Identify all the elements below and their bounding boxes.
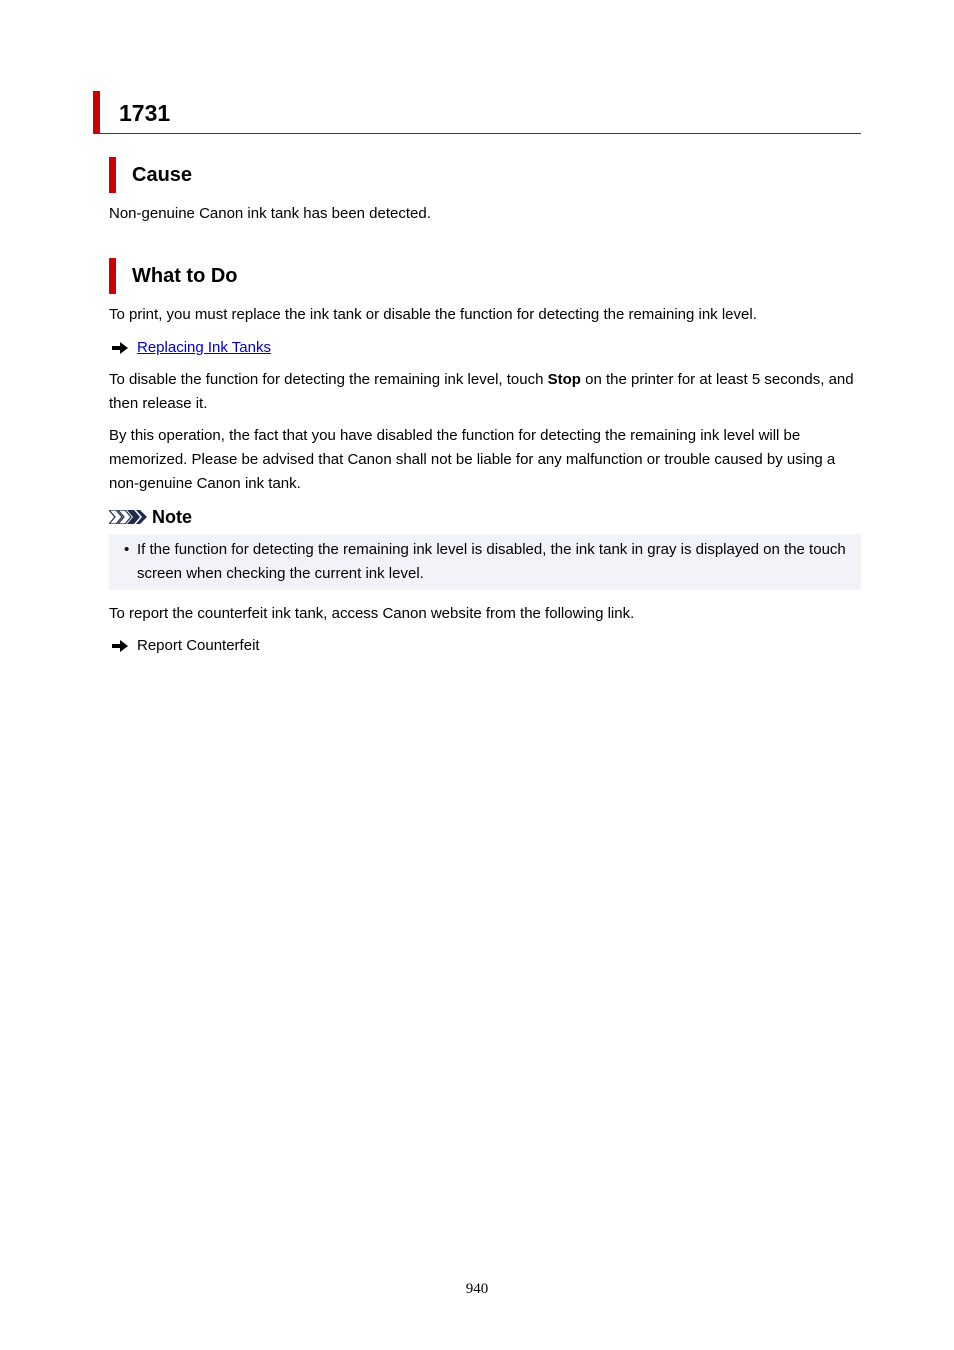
replacing-ink-tanks-link[interactable]: Replacing Ink Tanks [137, 339, 271, 356]
arrow-right-icon [112, 342, 128, 354]
page-title: 1731 [119, 100, 171, 126]
cause-title: Cause [132, 164, 193, 186]
note-box [109, 534, 861, 590]
note-heading [109, 506, 309, 528]
disable-text-end: on the printer for at least 5 seconds, and then release it. [109, 371, 854, 412]
what-to-do-title: What to Do [132, 265, 238, 287]
stop-keyword: Stop [547, 371, 581, 388]
cause-text: Non-genuine Canon ink tank has been detected. [109, 205, 431, 222]
what-to-do-intro: To print, you must replace the ink tank or disable the function for detecting the remaining ink level. [109, 306, 757, 323]
what-to-do-accent-bar [109, 258, 116, 294]
page-number: 940 [465, 1281, 489, 1297]
page-heading [93, 91, 861, 134]
report-text: To report the counterfeit ink tank, access Canon website from the following link. [109, 605, 635, 622]
cause-accent-bar [109, 157, 116, 193]
operation-text: By this operation, the fact that you have disabled the function for detecting the remaining ink level will be memorized. Please be advised that Canon shall not be liable for any malfunction or trouble caused by using a non-genuine Canon ink tank. [109, 427, 836, 492]
disable-text-start: To disable the function for detecting the remaining ink level, touch [109, 371, 548, 388]
disable-instructions [109, 368, 861, 416]
note-title: Note [152, 507, 192, 527]
heading-accent-bar [93, 91, 100, 133]
note-bullet: • [124, 541, 130, 558]
note-chevrons-icon [109, 510, 147, 524]
note-text: If the function for detecting the remaining ink level is disabled, the ink tank in gray is displayed on the touch screen when checking the current ink level. [137, 541, 846, 582]
what-to-do-heading [109, 258, 509, 294]
report-counterfeit-link[interactable]: Report Counterfeit [137, 637, 260, 654]
cause-heading [109, 157, 509, 193]
arrow-right-icon [112, 640, 128, 652]
